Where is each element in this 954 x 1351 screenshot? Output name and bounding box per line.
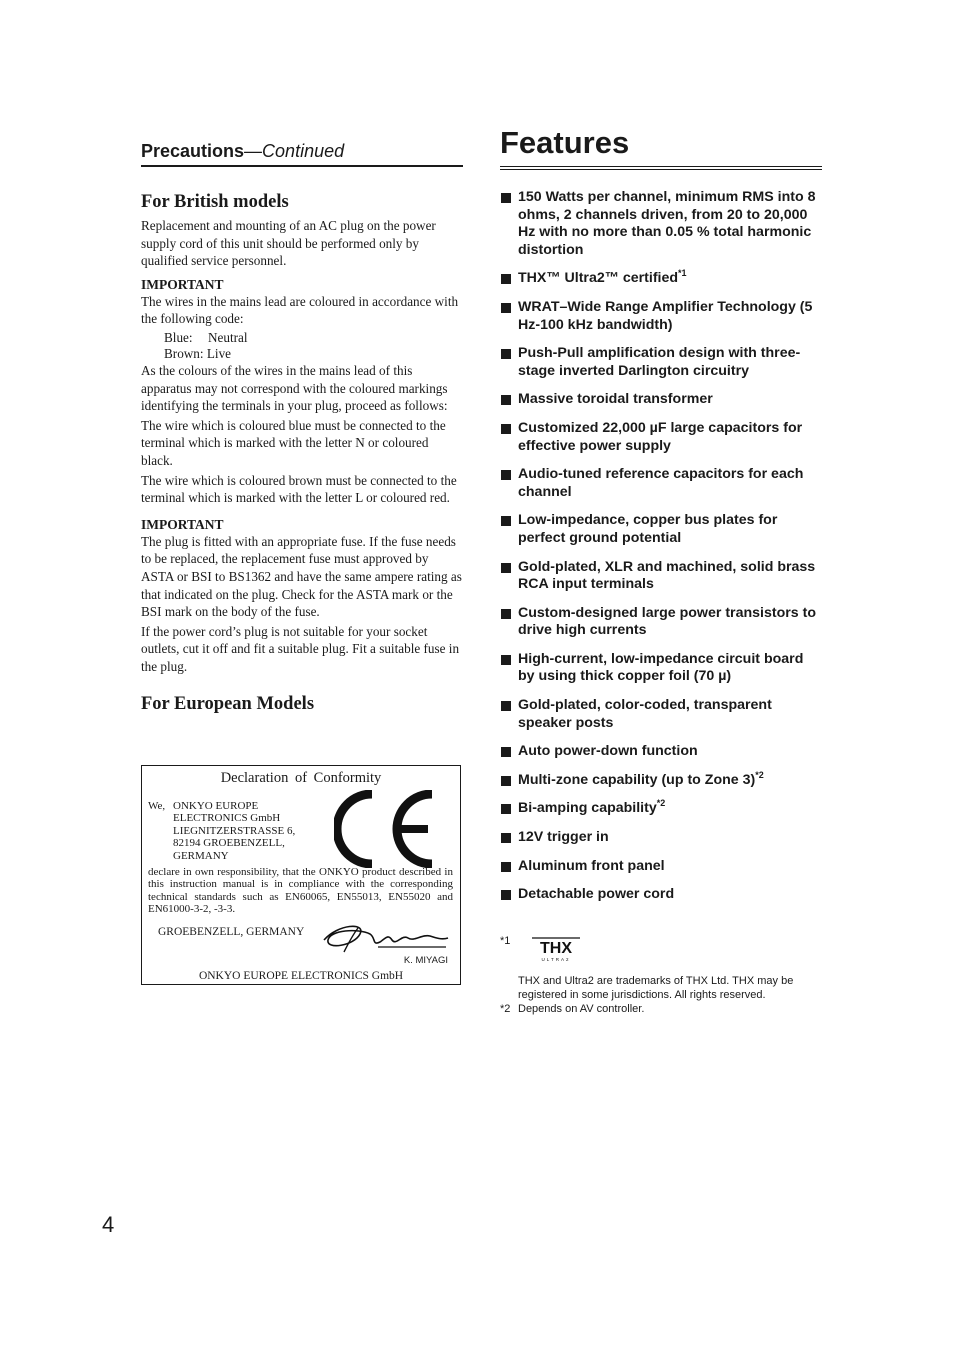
section-continued-label: —Continued xyxy=(244,141,345,161)
socket-paragraph: If the power cord’s plug is not suitable for your socket outlets, cut it off and fit a suitable plug. Fit a suitable fuse in the plug. xyxy=(141,623,460,674)
address-line: 82194 GROEBENZELL, xyxy=(173,837,285,850)
bullet-square-icon xyxy=(501,890,511,900)
feature-text: High-current, low-impedance circuit board by using thick copper foil (70 µ) xyxy=(518,650,804,685)
feature-item xyxy=(500,743,822,761)
feature-item xyxy=(500,270,822,288)
precautions-column xyxy=(141,140,463,715)
declaration-we: We, xyxy=(148,800,166,812)
declaration-of-conformity-box xyxy=(141,765,461,985)
bullet-square-icon xyxy=(501,776,511,786)
feature-item xyxy=(500,189,822,259)
fuse-paragraph: The plug is fitted with an appropriate fuse. If the fuse needs to be replaced, the replacement fuse must approved by ASTA or BSI to BS1362 and have the same ampere rating as that indicated on the plug. Check for the ASTA mark or the BSI mark on the body of the fuse. xyxy=(141,533,462,620)
colours-paragraph: As the colours of the wires in the mains lead of this apparatus may not correspond with the coloured markings identifying the terminals in your plug, proceed as follows: xyxy=(141,362,448,414)
british-intro: Replacement and mounting of an AC plug on the power supply cord of this unit should be performed only by qualified service personnel. xyxy=(141,218,436,269)
title-rule xyxy=(500,166,822,170)
section-heading xyxy=(141,140,463,167)
feature-item xyxy=(500,800,822,818)
bullet-square-icon xyxy=(501,516,511,526)
feature-item xyxy=(500,769,822,790)
british-heading: For British models xyxy=(141,192,289,212)
wire-code-brown: Brown: Live xyxy=(164,345,232,361)
bullet-square-icon xyxy=(501,862,511,872)
feature-item xyxy=(500,299,822,334)
bullet-square-icon xyxy=(501,804,511,814)
feature-item xyxy=(500,345,822,380)
declaration-title: Declaration of Conformity xyxy=(220,770,382,786)
important-label: IMPORTANT xyxy=(141,276,224,292)
feature-item xyxy=(500,829,822,847)
bullet-square-icon xyxy=(501,609,511,619)
brown-wire-paragraph: The wire which is coloured brown must be connected to the terminal which is marked with the letter L or coloured red. xyxy=(141,472,457,506)
bullet-square-icon xyxy=(501,395,511,405)
svg-text:THX: THX xyxy=(540,940,572,957)
features-list xyxy=(500,189,822,915)
feature-item xyxy=(500,559,822,594)
feature-text: WRAT–Wide Range Amplifier Technology (5 Hz-100 kHz bandwidth) xyxy=(518,298,813,333)
footnote-2 xyxy=(500,1002,822,1016)
bullet-square-icon xyxy=(501,193,511,203)
feature-text: Multi-zone capability (up to Zone 3) xyxy=(518,771,756,788)
feature-text: 150 Watts per channel, minimum RMS into 8 ohms, 2 channels driven, from 20 to 20,000 Hz with no more than 0.05 % total harmonic distortion xyxy=(518,189,816,258)
bullet-square-icon xyxy=(501,655,511,665)
feature-text: THX™ Ultra2™ certified xyxy=(518,270,679,287)
feature-item xyxy=(500,858,822,876)
ce-mark-icon xyxy=(334,790,436,868)
european-heading: For European Models xyxy=(141,694,315,715)
bullet-square-icon xyxy=(501,303,511,313)
bullet-square-icon xyxy=(501,424,511,434)
bullet-square-icon xyxy=(501,747,511,757)
blue-key: Blue: xyxy=(164,329,193,345)
feature-text: Customized 22,000 µF large capacitors for effective power supply xyxy=(518,419,803,454)
feature-item xyxy=(500,605,822,640)
bullet-square-icon xyxy=(501,274,511,284)
bullet-square-icon xyxy=(501,833,511,843)
feature-item xyxy=(500,391,822,409)
footnote-text: THX and Ultra2 are trademarks of THX Ltd. THX may be registered in some jurisdictions. All rights reserved. xyxy=(518,975,794,1001)
signature-icon xyxy=(318,920,452,954)
bullet-square-icon xyxy=(501,349,511,359)
feature-text: Massive toroidal transformer xyxy=(518,391,713,408)
feature-text: Gold-plated, XLR and machined, solid brass RCA input terminals xyxy=(518,558,816,593)
feature-text: Bi-amping capability xyxy=(518,800,657,817)
blue-wire-paragraph: The wire which is coloured blue must be connected to the terminal which is marked with the letter N or coloured black. xyxy=(141,417,446,468)
svg-text:ULTRA2: ULTRA2 xyxy=(541,957,571,962)
declaration-signer: K. MIYAGI xyxy=(403,955,448,966)
feature-text: Auto power-down function xyxy=(518,743,698,760)
feature-text: Push-Pull amplification design with three-stage inverted Darlington circuitry xyxy=(518,345,801,379)
footnote-ref: *1 xyxy=(678,268,687,279)
footnote-text: Depends on AV controller. xyxy=(518,1003,645,1015)
page-number: 4 xyxy=(102,1212,115,1237)
feature-item xyxy=(500,651,822,686)
feature-item xyxy=(500,512,822,547)
feature-text: Audio-tuned reference capacitors for each channel xyxy=(518,466,804,500)
declaration-text: declare in own responsibility, that the ONKYO product described in this instruction manual is in compliance with the corresponding technical standards such as EN60065, EN55013, EN55020 and EN61000-3-2, -3-3. xyxy=(148,866,453,916)
bullet-square-icon xyxy=(501,470,511,480)
feature-text: Gold-plated, color-coded, transparent speaker posts xyxy=(518,697,772,731)
declaration-address xyxy=(173,800,295,862)
features-title: Features xyxy=(500,125,630,160)
feature-item xyxy=(500,466,822,501)
feature-text: 12V trigger in xyxy=(518,829,609,846)
address-line: LIEGNITZERSTRASSE 6, xyxy=(173,824,296,837)
address-line: GERMANY xyxy=(173,849,229,862)
section-heading-label: Precautions xyxy=(141,141,245,161)
bullet-square-icon xyxy=(501,701,511,711)
feature-text: Aluminum front panel xyxy=(518,857,665,874)
footnote-ref: *2 xyxy=(656,798,666,809)
blue-value: Neutral xyxy=(208,329,248,345)
feature-text: Low-impedance, copper bus plates for perfect ground potential xyxy=(518,512,778,546)
address-line: ELECTRONICS GmbH xyxy=(173,812,281,825)
footnote-mark: *2 xyxy=(500,1003,511,1015)
feature-text: Detachable power cord xyxy=(518,886,675,903)
declaration-company: ONKYO EUROPE ELECTRONICS GmbH xyxy=(198,970,404,982)
declaration-place: GROEBENZELL, GERMANY xyxy=(158,926,305,938)
feature-item xyxy=(500,697,822,732)
feature-item xyxy=(500,420,822,455)
wire-code-blue xyxy=(141,330,463,346)
footnote-mark: *1 xyxy=(500,935,511,947)
thx-ultra2-logo-icon xyxy=(530,936,582,962)
footnote-ref: *2 xyxy=(755,769,764,780)
bullet-square-icon xyxy=(501,563,511,573)
wires-intro: The wires in the mains lead are coloured in accordance with the following code: xyxy=(141,293,459,327)
feature-item xyxy=(500,886,822,904)
address-line: ONKYO EUROPE xyxy=(173,800,259,812)
feature-text: Custom-designed large power transistors to drive high currents xyxy=(518,604,816,639)
important-label: IMPORTANT xyxy=(141,516,224,532)
